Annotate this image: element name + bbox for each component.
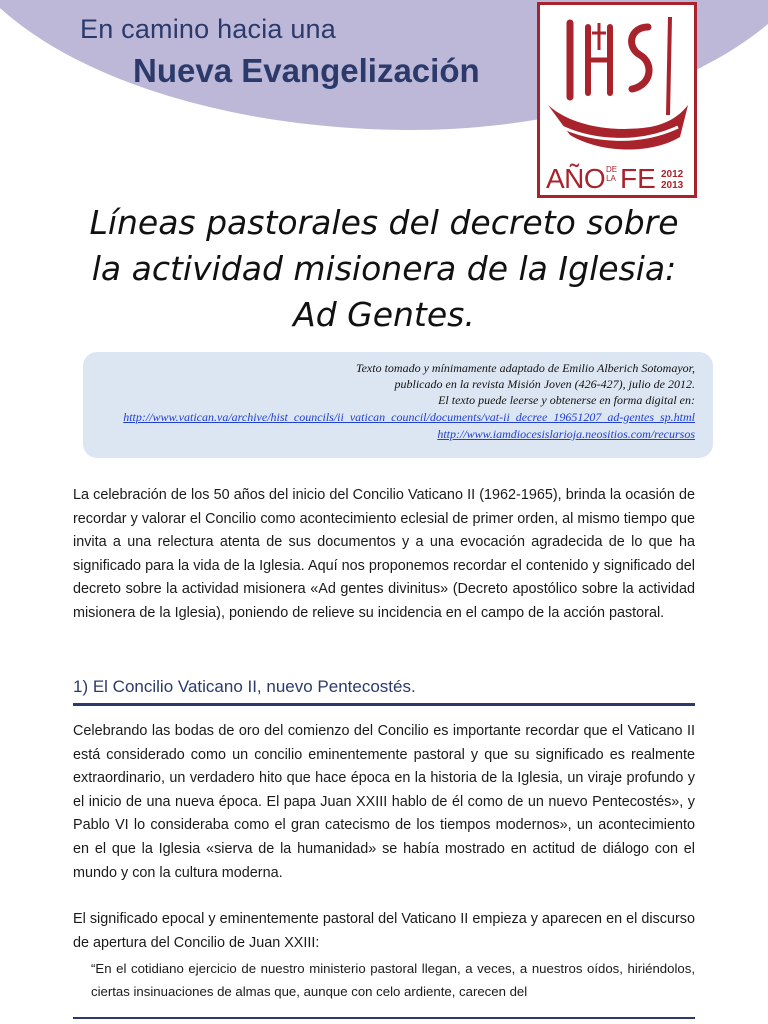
source-line-3: El texto puede leerse y obtenerse en forma digital en: xyxy=(438,393,695,407)
logo-year-end: 2013 xyxy=(661,180,684,191)
section-1-heading: 1) El Concilio Vaticano II, nuevo Pentecostés. xyxy=(73,677,416,696)
intro-paragraph: La celebración de los 50 años del inicio del Concilio Vaticano II (1962-1965), brinda la ocasión de recordar y valorar el Concilio como acontecimiento eclesial de primer orden, al mismo tiempo que invita a una relectura atenta de sus documentos y a una evocación agradecida de lo que ha significado para la vida de la Iglesia. Aquí nos proponemos recordar el contenido y significado del decreto sobre la actividad misionera «Ad gentes divinitus» (Decreto apostólico sobre la actividad misionera de la Iglesia), poniendo de relieve su incidencia en el campo de la acción pastoral. xyxy=(73,487,695,621)
title-line-1: Líneas pastorales del decreto sobre xyxy=(89,203,679,242)
title-line-2: la actividad misionera de la Iglesia: xyxy=(91,249,677,288)
source-note-box xyxy=(83,352,713,458)
section-1-paragraph-2: El significado epocal y eminentemente pastoral del Vaticano II empieza y aparecen en el discurso de apertura del Concilio de Juan XXIII: xyxy=(73,911,695,951)
header-line-2: Nueva Evangelización xyxy=(133,52,480,89)
source-line-2: publicado en la revista Misión Joven (426-427), julio de 2012. xyxy=(394,377,695,391)
section-1-paragraph-1: Celebrando las bodas de oro del comienzo del Concilio es importante recordar que el Vaticano II está considerado como un concilio eminentemente pastoral y que su significado es realmente extraordinario, un verdadero hito que hace época en la historia de la Iglesia, un viraje profundo y el inicio de una nueva época. El papa Juan XXIII hablo de él como de un nuevo Pentecostés», y Pablo VI lo consideraba como el gran catecismo de los tiempos modernos», un acontecimiento en el que la Iglesia «sierva de la humanidad» se había mostrado en actitud de diálogo con el mundo y con la cultura moderna. xyxy=(73,723,695,881)
logo-de-la-text: DE LA xyxy=(606,165,618,183)
header-line-1: En camino hacia una xyxy=(80,14,336,44)
source-line-1: Texto tomado y mínimamente adaptado de Emilio Alberich Sotomayor, xyxy=(356,361,695,375)
section-divider xyxy=(73,703,695,706)
logo-year-start: 2012 xyxy=(661,169,684,180)
section-1-quote: “En el cotidiano ejercicio de nuestro ministerio pastoral llegan, a veces, a nuestros oídos, hiriéndolos, ciertas insinuaciones de almas que, aunque con celo ardiente, carecen del xyxy=(91,961,695,999)
logo-fe-text: FE xyxy=(620,163,656,194)
logo-years xyxy=(661,169,683,191)
year-of-faith-logo xyxy=(537,2,697,198)
footer-divider xyxy=(73,1017,695,1019)
diocese-link[interactable]: http://www.iamdiocesislarioja.neositios.com/recursos xyxy=(437,427,695,441)
ihs-boat-icon xyxy=(540,5,694,165)
title-line-3: Ad Gentes. xyxy=(293,295,475,334)
vatican-link[interactable]: http://www.vatican.va/archive/hist_councils/ii_vatican_council/documents/vat-ii_decree_19651207_ad-gentes_sp.html xyxy=(123,410,695,424)
logo-anio-text: AÑO xyxy=(546,163,606,194)
document-title xyxy=(40,200,728,338)
